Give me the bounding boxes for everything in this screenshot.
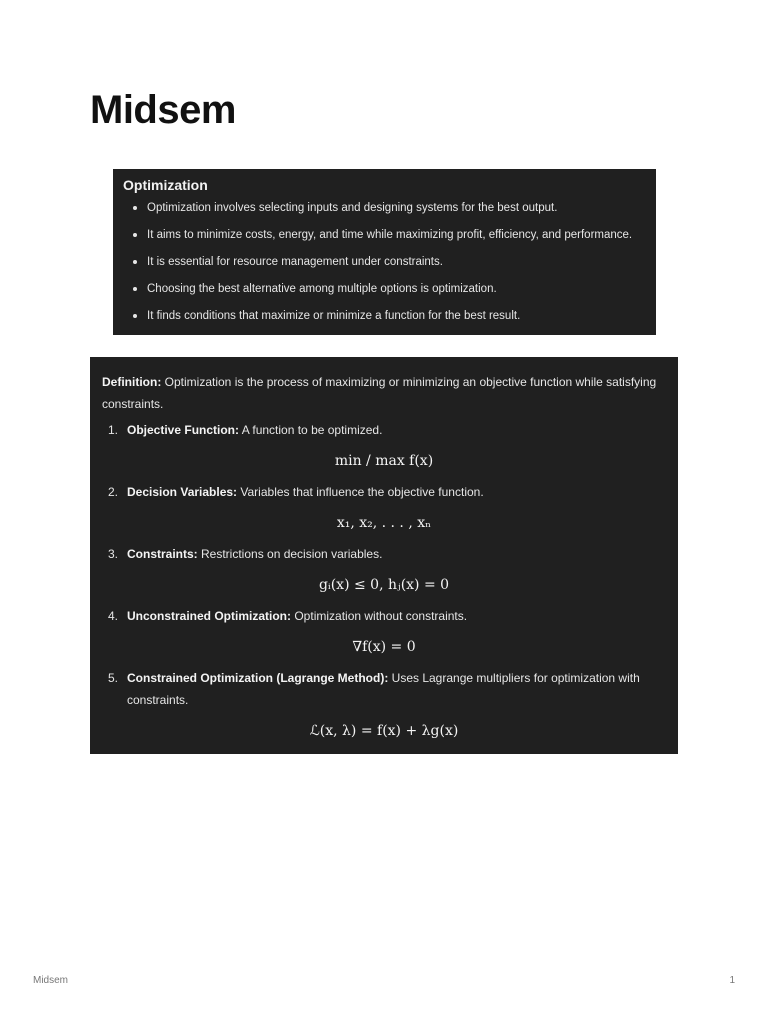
footer-document-title: Midsem	[33, 975, 69, 986]
item-text: A function to be optimized.	[239, 423, 383, 437]
item-text: Restrictions on decision variables.	[197, 547, 383, 561]
definition-text: Optimization is the process of maximizing or minimizing an objective function while satisfying constraints.	[102, 375, 657, 411]
list-item	[123, 228, 646, 242]
list-item-text-row	[102, 667, 666, 711]
list-item-text: It is essential for resource management under constraints.	[147, 256, 443, 268]
bullet-icon	[133, 287, 137, 291]
list-number: 2.	[108, 485, 119, 499]
list-item	[123, 201, 646, 215]
list-number: 1.	[108, 423, 119, 437]
panel-heading: Optimization	[123, 177, 208, 193]
list-item	[102, 605, 666, 657]
list-number: 3.	[108, 547, 119, 561]
optimization-summary-panel	[113, 169, 656, 335]
item-text: Variables that influence the objective function.	[237, 485, 484, 499]
bullet-icon	[133, 314, 137, 318]
footer-page-number: 1	[729, 975, 735, 986]
list-item-text: It finds conditions that maximize or minimize a function for the best result.	[147, 310, 521, 322]
formula: gᵢ(x) ≤ 0, hⱼ(x) = 0	[318, 577, 450, 593]
list-item	[123, 309, 646, 323]
formula: x₁, x₂, . . . , xₙ	[336, 515, 432, 531]
list-item	[102, 667, 666, 741]
list-item-text-row	[102, 605, 666, 627]
item-label: Constrained Optimization (Lagrange Method):	[127, 671, 389, 685]
list-item	[102, 419, 666, 471]
bullet-icon	[133, 206, 137, 210]
list-item-text-row	[102, 481, 666, 503]
definition-paragraph	[102, 371, 666, 415]
list-item-text: Optimization involves selecting inputs and designing systems for the best output.	[147, 202, 558, 214]
list-item-text-row	[102, 419, 666, 441]
formula: ∇f(x) = 0	[352, 639, 416, 655]
numbered-list	[102, 419, 666, 741]
item-label: Decision Variables:	[127, 485, 238, 499]
formula: ℒ(x, λ) = f(x) + λg(x)	[309, 723, 459, 739]
bullet-icon	[133, 233, 137, 237]
list-item	[123, 282, 646, 296]
list-item	[102, 543, 666, 595]
definition-label: Definition:	[102, 375, 162, 389]
list-item-text: Choosing the best alternative among multiple options is optimization.	[147, 283, 497, 295]
list-number: 4.	[108, 609, 119, 623]
list-item	[123, 255, 646, 269]
item-label: Constraints:	[127, 547, 198, 561]
list-item-text: It aims to minimize costs, energy, and time while maximizing profit, efficiency, and performance.	[147, 229, 633, 241]
item-text: Uses Lagrange multipliers for optimization with constraints.	[127, 671, 640, 707]
list-number: 5.	[108, 671, 119, 685]
formula: min / max f(x)	[334, 453, 434, 469]
bullet-icon	[133, 260, 137, 264]
item-label: Unconstrained Optimization:	[127, 609, 292, 623]
item-text: Optimization without constraints.	[291, 609, 468, 623]
page-title: Midsem	[90, 88, 236, 132]
list-item-text-row	[102, 543, 666, 565]
bullet-list	[123, 201, 646, 323]
item-label: Objective Function:	[127, 423, 240, 437]
definition-panel	[90, 357, 678, 754]
list-item	[102, 481, 666, 533]
